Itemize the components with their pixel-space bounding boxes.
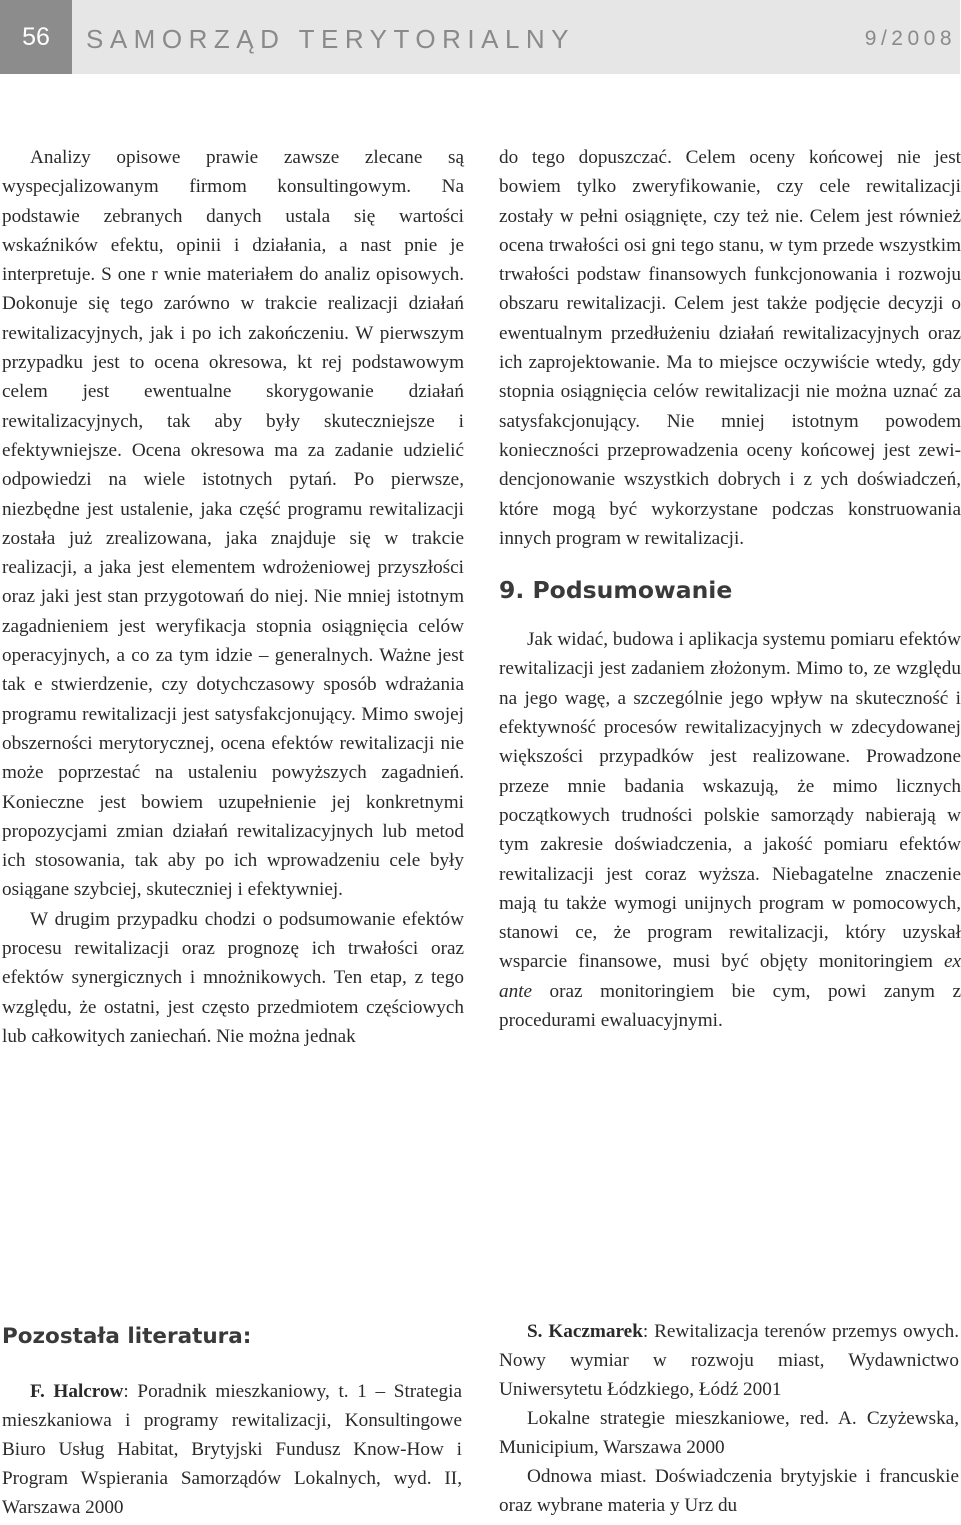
bibliography-text: : Rewitalizacja terenów przemys owych. Nowy wymiar w rozwoju miast, Wydawnictwo Uniwersytetu Łódzkiego, Łódź 2001 [499,1321,959,1400]
bibliography-item [499,1317,959,1404]
page-number: 56 [0,0,72,74]
section-heading: 9. Podsumowanie [499,576,733,605]
journal-title: SAMORZĄD TERYTORIALNY [86,24,576,54]
left-column [2,143,464,1051]
paragraph [499,625,961,1035]
bibliography-item [2,1377,462,1522]
bibliography-text: : Poradnik mieszkaniowy, t. 1 – Strategia mieszkaniowa i programy rewitalizacji, Konsultingowe Biuro Usług Habitat, Brytyjski Fundusz Know-How i Program Wspierania Samorządów Lokalnych, wyd. II, Warszawa 2000 [2,1381,462,1518]
italic-term: ex ante [499,951,961,1002]
paragraph: do tego dopuszczać. Celem oceny końcowej nie jest bowiem tylko zweryfikowanie, czy cele rewitalizacji zostały w pełni osiągnięte, czy też nie. Celem jest również ocena trwałości osi gni tego stanu, w tym przede wszystkim trwałości podstaw finansowych funkcjonowania i rozwoju obszaru rewitalizacji. Celem jest także podjęcie decyzji o ewentualnym przedłużeniu działań rewitalizacyjnych oraz ich zaprojektowanie. Ma to miejsce oczywiście wtedy, gdy stopnia osiągnięcia celów rewitalizacji nie można uznać za satysfakcjonujący. Nie mniej istotnym powodem konieczności przeprowadzenia oceny końcowej jest zewidencjonowanie wszystkich dobrych i z ych doświadczeń, które mogą być wykorzystane podczas konstruowania innych program w rewitalizacji. [499,147,961,549]
right-column [499,143,961,1035]
bibliography-author: S. Kaczmarek [527,1321,643,1342]
paragraph-text: Jak widać, budowa i aplikacja systemu pomiaru efektów rewitalizacji jest zadaniem złożonym. Mimo to, ze względu na jego wagę, a szczególnie jego wpływ na skuteczność i efektywność procesów rewitalizacyjnych w zdecydowanej większości przypadków jest realizowane. Prowadzone przeze mnie badania wskazują, że mimo licznych początkowych trudności polskie samorządy nabierają w tym zakresie doświadczenia, a jakość pomiaru efektów rewitalizacji jest coraz wyższa. Niebagatelne znaczenie mają tu także wymogi unijnych program w pomocowych, stanowi ce, że program rewitalizacji, który uzyskał wsparcie finansowe, musi być objęty monitoringiem [499,629,961,973]
page-header [0,0,960,74]
paragraph-text: oraz monitoringiem bie cym, powi zanym z procedurami ewaluacyjnymi. [499,980,961,1032]
issue-number: 9/2008 [864,27,956,50]
bibliography-right [499,1317,959,1520]
bibliography-author: F. Halcrow [30,1381,124,1402]
literature-heading: Pozostała literatura: [2,1324,252,1349]
paragraph: W drugim przypadku chodzi o podsumowanie efektów procesu rewitalizacji oraz prognozę ich trwałości oraz efektów synergicznych i mnożnikowych. Ten etap, z tego względu, że ostatni, jest często przedmiotem częściowych lub całkowitych zaniechań. Nie można jednak [2,908,464,1047]
bibliography-item: Lokalne strategie mieszkaniowe, red. A. Czyżewska, Municipium, Warszawa 2000 [499,1408,959,1458]
bibliography-item: Odnowa miast. Doświadczenia brytyjskie i francuskie oraz wybrane materia y Urz du [499,1466,959,1516]
paragraph: Analizy opisowe prawie zawsze zlecane są wyspecjalizowanym firmom konsultingowym. Na podstawie zebranych danych ustala się wartości wskaźników efektu, opinii i działania, a nast pnie je interpretuje. S one r wnie materiałem do analiz opisowych. Dokonuje się tego zarówno w trakcie realizacji działań rewitalizacyjnych, jak i po ich zakończeniu. W pierwszym przypadku jest to ocena okresowa, kt rej podstawowym celem jest ewentualne skorygowanie działań rewitalizacyjnych, tak aby były skuteczniejsze i efektywniejsze. Ocena okresowa ma za zadanie udzielić odpowiedzi na wiele istotnych pytań. Po pierwsze, niezbędne jest ustalenie, jaka część programu rewitalizacji została już zrealizowana, jaka znajduje się w trakcie realizacji, a jaka jest elementem wdrożeniowej przyszłości oraz jaki jest stan przygotowań do niej. Nie mniej istotnym zagadnieniem jest weryfikacja stopnia osiągnięcia celów operacyjnych, a co za tym idzie – generalnych. Ważne jest tak e stwierdzenie, czy dotychczasowy sposób wdrażania programu rewitalizacji jest satysfakcjonujący. Mimo swojej obszerności merytorycznej, ocena efektów rewitalizacji nie może poprzestać na ustaleniu powyższych zagadnień. Konieczne jest bowiem uzupełnienie jej konkretnymi propozycjami zmian działań rewitalizacyjnych lub metod ich stosowania, tak aby po ich wprowadzeniu cele były osiągane szybciej, skuteczniej i efektywniej. [2,147,464,901]
bibliography-left [2,1377,462,1522]
